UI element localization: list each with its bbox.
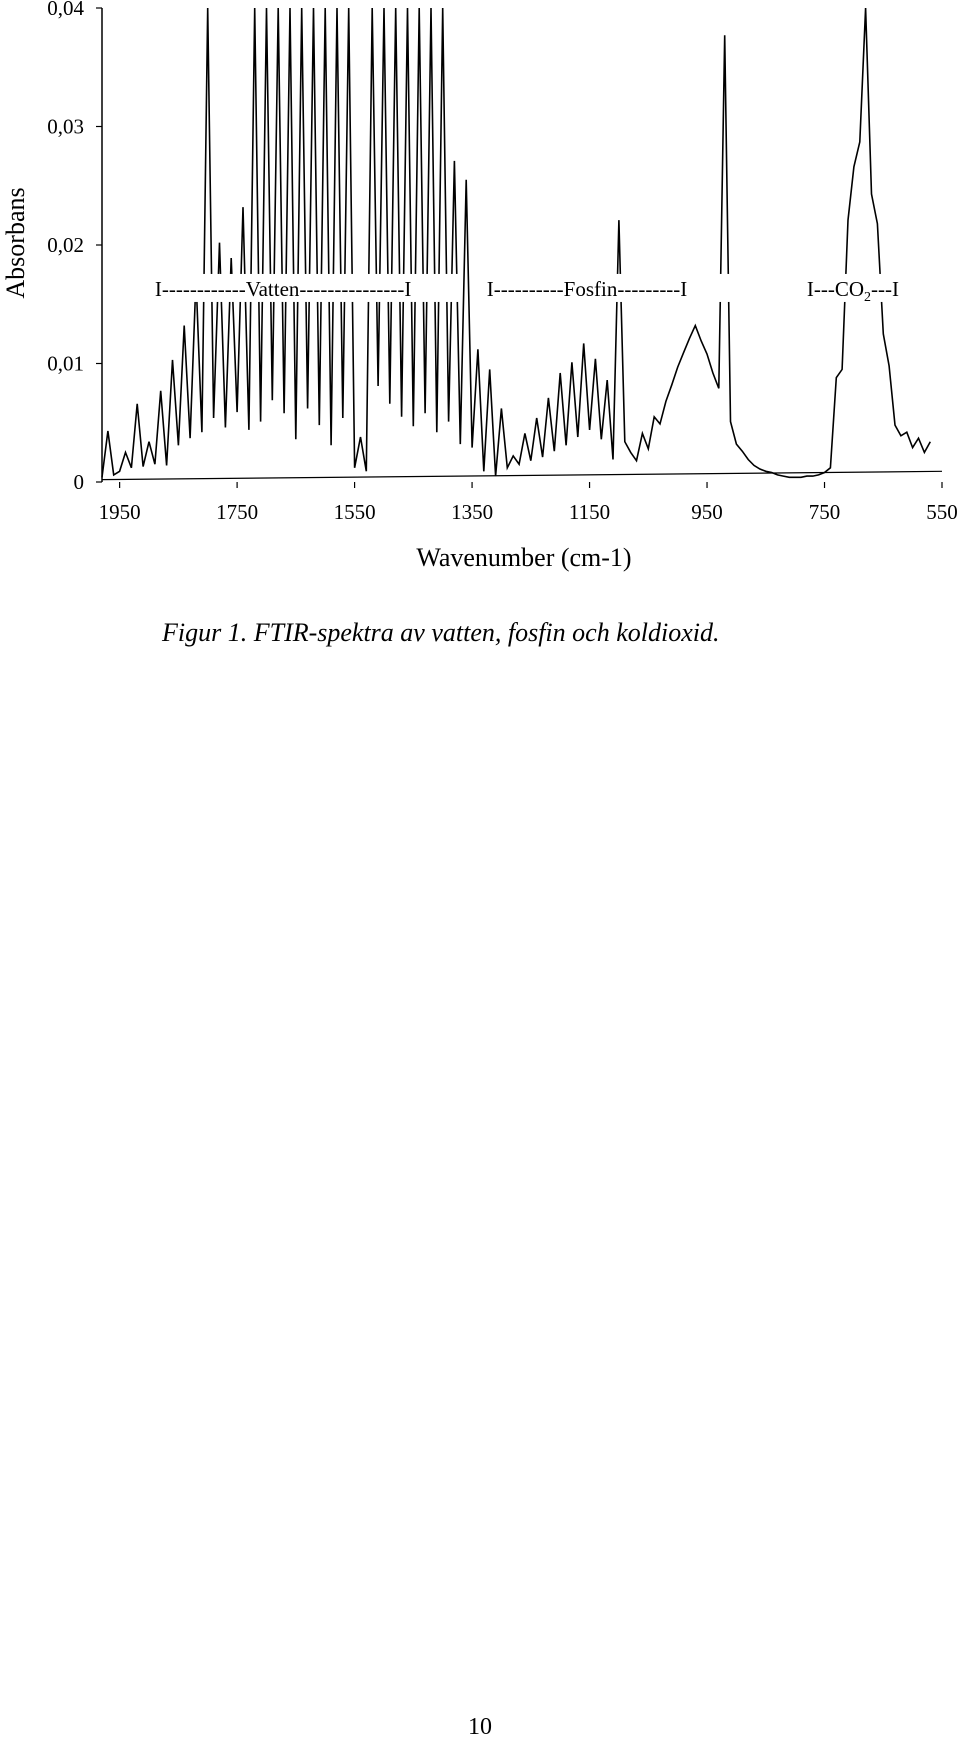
x-tick-label: 1750 [216,500,259,524]
region-annotation: I------------Vatten---------------I [154,276,412,301]
x-tick-label: 1350 [451,500,494,524]
y-tick-label: 0,03 [47,114,84,139]
y-tick-label: 0 [73,470,84,494]
x-tick-label: 1550 [333,500,376,524]
y-tick-label: 0,02 [47,233,84,257]
region-annotation: I----------Fosfin---------I [486,276,688,301]
x-tick-label: 950 [691,500,723,524]
y-axis-label: Absorbans [1,187,30,299]
x-tick-label: 1950 [98,500,141,524]
chart [0,0,960,600]
spectrum-line [102,8,930,477]
x-tick-label: 1150 [568,500,611,524]
figure-caption: Figur 1. FTIR-spektra av vatten, fosfin och koldioxid. [162,618,720,647]
y-tick-label: 0,01 [47,351,84,376]
x-axis-label: Wavenumber (cm-1) [416,543,632,572]
axes [47,0,958,524]
annotation-subscript: 2 [864,289,872,305]
annotation-tail: ---I [871,276,900,301]
x-tick-label: 750 [808,500,841,524]
annotation-main: I---CO [806,276,865,301]
x-tick-label: 550 [926,500,958,524]
y-tick-label: 0,04 [47,0,84,20]
annotations [151,274,943,305]
region-annotation [807,277,899,305]
plot-area [102,8,942,480]
page-number: 10 [468,1714,492,1740]
